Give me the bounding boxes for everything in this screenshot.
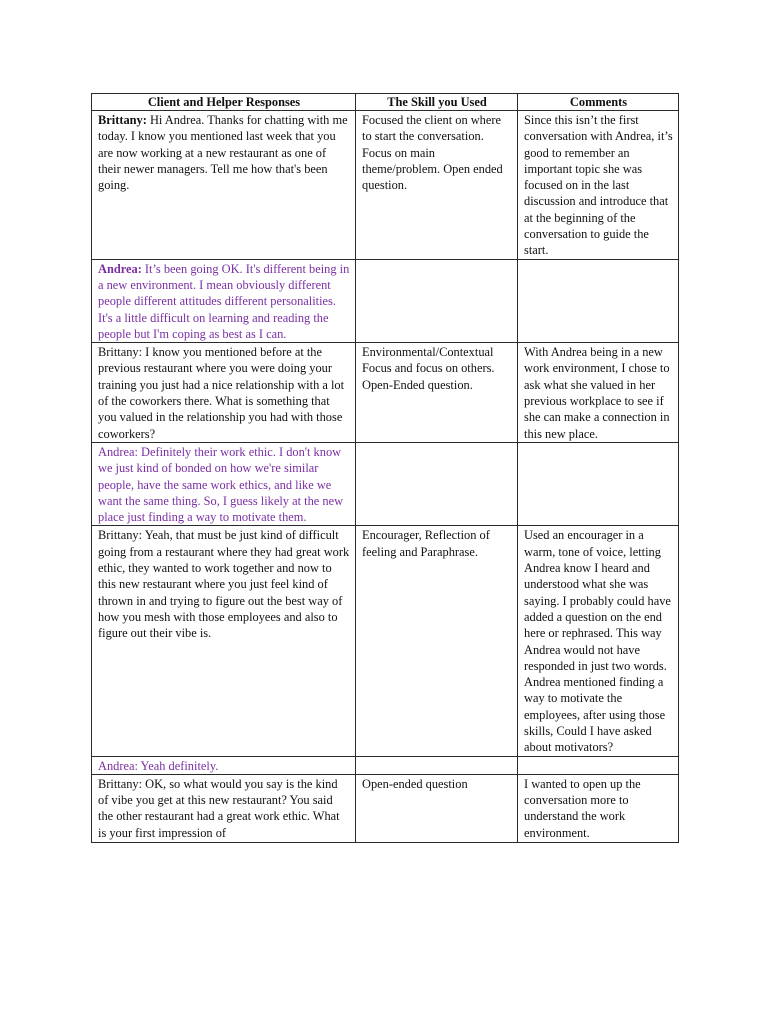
skill-cell [356, 442, 518, 525]
table-row [92, 111, 679, 260]
table-row [92, 774, 679, 842]
comment-cell [518, 442, 679, 525]
skill-cell: Encourager, Reflection of feeling and Paraphrase. [356, 526, 518, 756]
table-row [92, 526, 679, 756]
header-comments: Comments [518, 94, 679, 111]
comment-cell [518, 259, 679, 342]
table-row [92, 442, 679, 525]
table-row [92, 343, 679, 443]
response-cell [92, 526, 356, 756]
header-client-helper-responses: Client and Helper Responses [92, 94, 356, 111]
comment-cell: With Andrea being in a new work environment, I chose to ask what she valued in her previous workplace to see if she can make a connection in this new place. [518, 343, 679, 443]
skill-cell [356, 259, 518, 342]
response-text: Andrea: Definitely their work ethic. I don't know we just kind of bonded on how we're similar people, have the same work ethics, and like we want the same thing. So, I guess likely at the new place just finding a way to motivate them. [98, 444, 344, 525]
response-text: Andrea: Yeah definitely. [98, 758, 219, 773]
skill-cell: Environmental/Contextual Focus and focus on others. Open-Ended question. [356, 343, 518, 443]
response-cell [92, 259, 356, 342]
response-cell [92, 111, 356, 260]
response-cell [92, 442, 356, 525]
skill-cell: Focused the client on where to start the conversation. Focus on main theme/problem. Open ended question. [356, 111, 518, 260]
skill-cell: Open-ended question [356, 774, 518, 842]
comment-cell: Used an encourager in a warm, tone of voice, letting Andrea know I heard and understood what she was saying. I probably could have added a question on the end here or rephrased. This way Andrea would not have responded in just two words. Andrea mentioned finding a way to motivate the employees, after using those skills, Could I have asked about motivators? [518, 526, 679, 756]
comment-cell [518, 756, 679, 774]
speaker-label: Andrea: [98, 261, 142, 276]
header-skill-used: The Skill you Used [356, 94, 518, 111]
comment-cell: I wanted to open up the conversation more to understand the work environment. [518, 774, 679, 842]
response-text: Brittany: OK, so what would you say is the kind of vibe you get at this new restaurant? You said the other restaurant had a great work ethic. What is your first impression of [98, 776, 340, 840]
response-text: Brittany: I know you mentioned before at the previous restaurant where you were doing your training you just had a nice relationship with a lot of the coworkers there. What is something that you valued in the relationship you had with those coworkers? [98, 345, 345, 441]
comment-cell: Since this isn’t the first conversation with Andrea, it’s good to remember an important topic she was focused on in the last discussion and introduce that at the beginning of the conversation to guide the start. [518, 111, 679, 260]
conversation-analysis-table [91, 93, 679, 843]
response-text: It’s been going OK. It's different being in a new environment. I mean obviously different people different attitudes different personalities. It's a little difficult on learning and reading the people but I'm coping as best as I can. [98, 261, 350, 341]
table-header-row [92, 94, 679, 111]
response-text: Hi Andrea. Thanks for chatting with me today. I know you mentioned last week that you are now working at a new restaurant as one of their newer managers. Tell me how that's been going. [98, 113, 348, 193]
response-cell [92, 756, 356, 774]
speaker-label: Brittany: [98, 113, 147, 127]
response-cell [92, 343, 356, 443]
response-text: Brittany: Yeah, that must be just kind of difficult going from a restaurant where they had great work ethic, they wanted to work together and now to this new restaurant where you just feel kind of thrown in and trying to figure out the best way of how you mesh with those employees and also to figure out their vibe is. [98, 528, 350, 641]
table-row [92, 259, 679, 342]
skill-cell [356, 756, 518, 774]
response-cell [92, 774, 356, 842]
table-row [92, 756, 679, 774]
